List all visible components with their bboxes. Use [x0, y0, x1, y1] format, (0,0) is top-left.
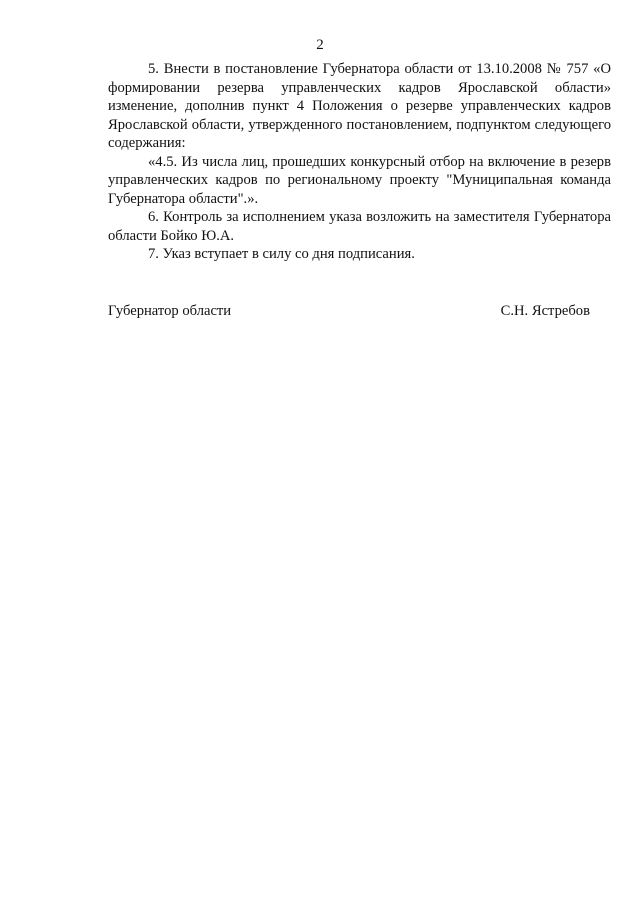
- signatory-position: Губернатор области: [108, 303, 232, 319]
- paragraph-subitem-4-5: «4.5. Из числа лиц, прошедших конкурсный отбор на включение в резерв управленческих кадров по региональному проекту "Муниципальная команда Губернатора области".».: [108, 153, 611, 207]
- paragraph-item-5: 5. Внести в постановление Губернатора области от 13.10.2008 № 757 «О формировании резерва управленческих кадров Ярославской области» изменение, дополнив пункт 4 Положения о резерве управленческих кадров Ярославской области, утвержденного постановлением, подпунктом следующего содержания:: [108, 61, 611, 151]
- page-number: 2: [316, 37, 324, 53]
- paragraph-item-7: 7. Указ вступает в силу со дня подписания.: [148, 246, 415, 262]
- signatory-name: С.Н. Ястребов: [500, 303, 590, 319]
- paragraph-item-6: 6. Контроль за исполнением указа возложить на заместителя Губернатора области Бойко Ю.А.: [108, 209, 611, 244]
- document-body: [108, 60, 611, 264]
